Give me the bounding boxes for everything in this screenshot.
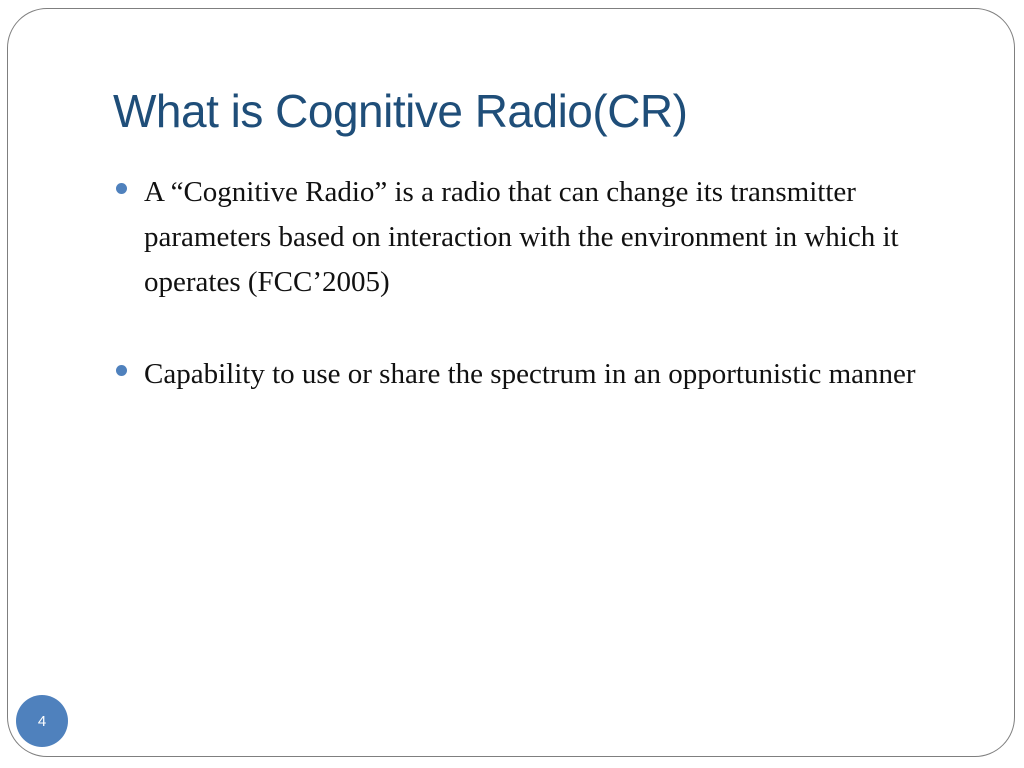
bullet-dot-icon <box>116 183 127 194</box>
bullet-item <box>113 352 963 397</box>
bullet-item <box>113 170 963 305</box>
bullet-dot-icon <box>116 365 127 376</box>
bullet-text: Capability to use or share the spectrum in an opportunistic manner <box>144 358 916 390</box>
slide-title: What is Cognitive Radio(CR) <box>113 85 688 137</box>
bullet-list <box>113 170 963 397</box>
bullet-text: A “Cognitive Radio” is a radio that can change its transmitter parameters based on interaction with the environment in which it operates (FCC’2005) <box>144 176 899 298</box>
page-number-badge <box>16 695 68 747</box>
page-number: 4 <box>37 712 47 730</box>
